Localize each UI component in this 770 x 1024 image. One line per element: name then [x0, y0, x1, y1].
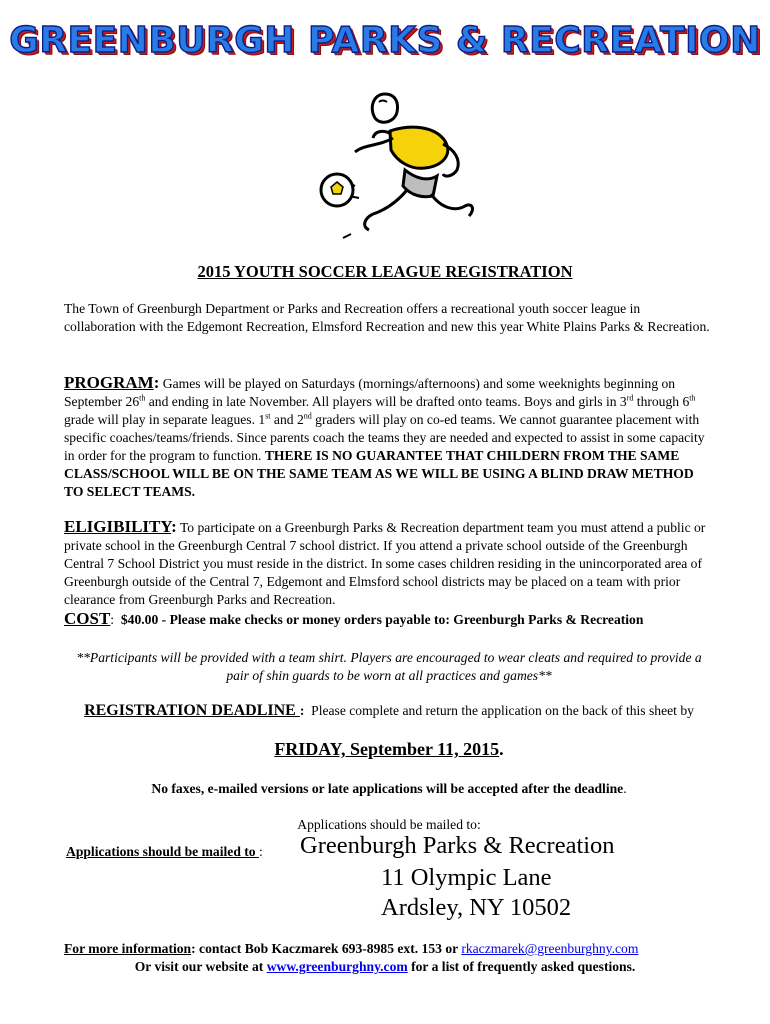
footer-contact: For more information: contact Bob Kaczmarek 693-8985 ext. 153 or rkaczmarek@greenburghny.com [64, 941, 639, 956]
program-heading: PROGRAM [64, 373, 154, 392]
superscript: th [139, 393, 146, 403]
program-text-6: graders will play on co-ed teams. We cannot guarantee placement with specific coaches/teams/friends. Since parents coach the teams they are needed and expected to assist in some capacity in order for the program to function. [64, 412, 705, 463]
mailed-plain: Applications should be mailed to: [297, 817, 481, 832]
page-title: 2015 YOUTH SOCCER LEAGUE REGISTRATION [197, 262, 573, 281]
cost-heading: COST [64, 609, 111, 628]
email-link[interactable]: rkaczmarek@greenburghny.com [461, 941, 639, 956]
address-line-2: 11 Olympic Lane [381, 864, 552, 891]
header-banner [0, 20, 770, 61]
superscript: nd [303, 411, 312, 421]
website-link[interactable]: www.greenburghny.com [266, 959, 408, 974]
header-title: GREENBURGH PARKS & RECREATION [9, 20, 761, 61]
program-text-5: and 2 [270, 412, 304, 427]
deadline-text: Please complete and return the application on the back of this sheet by [311, 703, 694, 718]
address-line-3: Ardsley, NY 10502 [381, 894, 572, 921]
footer-label: For more information [64, 941, 192, 956]
deadline-date-row: FRIDAY, September 11, 2015. [274, 739, 504, 759]
footer-contact-text: contact Bob Kaczmarek 693-8985 ext. 153 or [199, 941, 462, 956]
participant-note: **Participants will be provided with a team shirt. Players are encouraged to wear cleats and required to provide a pair of shin guards to be worn at all practices and games** [76, 650, 702, 683]
soccer-player-icon [315, 86, 485, 246]
program-text-3: through 6 [633, 394, 690, 409]
program-warning: THERE IS NO GUARANTEE THAT CHILDERN FROM THE SAME CLASS/SCHOOL WILL BE ON THE SAME TEAM AS WE WILL BE USING A BLIND DRAW METHOD TO SELECT TEAMS. [64, 448, 694, 499]
eligibility-heading: ELIGIBILITY [64, 517, 172, 536]
cost-text: $40.00 - Please make checks or money orders payable to: Greenburgh Parks & Recreation [120, 612, 644, 627]
deadline-section: REGISTRATION DEADLINE : Please complete and return the application on the back of this sheet by [84, 702, 694, 719]
superscript: rd [626, 393, 634, 403]
superscript: th [689, 393, 696, 403]
program-text-2: and ending in late November. All players will be drafted onto teams. Boys and girls in 3 [145, 394, 627, 409]
footer-rest: for a list of frequently asked questions. [407, 959, 636, 974]
program-section: PROGRAM: Games will be played on Saturdays (mornings/afternoons) and some weeknights beginning on September 26th and ending in late November. All players will be drafted onto teams. Boys and girls in 3rd through 6th grade will play in separate leagues. 1st and 2nd graders will play on co-ed teams. We cannot guarantee placement with specific coaches/teams/friends. Since parents coach the teams they are needed and expected to assist in some capacity in order for the program to function. THERE IS NO GUARANTEE THAT CHILDERN FROM THE SAME CLASS/SCHOOL WILL BE ON THE SAME TEAM AS WE WILL BE USING A BLIND DRAW METHOD TO SELECT TEAMS. [64, 373, 705, 499]
cost-section: COST: $40.00 - Please make checks or money orders payable to: Greenburgh Parks & Recreation [64, 609, 644, 628]
mailed-label: Applications should be mailed to [66, 844, 259, 859]
no-faxes-row: No faxes, e-mailed versions or late applications will be accepted after the deadline. [151, 781, 627, 796]
address-line-1: Greenburgh Parks & Recreation [300, 832, 615, 859]
mailed-label-row: Applications should be mailed to : [66, 844, 263, 859]
eligibility-text: To participate on a Greenburgh Parks & Recreation department team you must attend a public or private school in the Greenburgh Central 7 school district. If you attend a private school outside of the Greenburgh Central 7 School District you must reside in the district. In some cases children residing in the unincorporated area of Greenburgh outside of the Central 7, Edgemont and Elmsford school districts may be placed on a team with prior clearance from Greenburgh Parks and Recreation. [64, 520, 706, 607]
program-text-4: grade will play in separate leagues. 1 [64, 412, 266, 427]
program-text-1: Games will be played on Saturdays (mornings/afternoons) and some weeknights beginning on September 26 [64, 376, 676, 409]
footer-visit: Or visit our website at [134, 959, 267, 974]
superscript: st [265, 411, 271, 421]
deadline-date: FRIDAY, September 11, 2015 [274, 739, 500, 759]
footer-website [0, 959, 770, 975]
intro-paragraph: The Town of Greenburgh Department or Parks and Recreation offers a recreational youth soccer league in collaboration with the Edgemont Recreation, Elmsford Recreation and new this year White Plains Parks & Recreation. [64, 301, 710, 334]
no-faxes-text: No faxes, e-mailed versions or late applications will be accepted after the deadline [151, 781, 624, 796]
eligibility-section: ELIGIBILITY: To participate on a Greenburgh Parks & Recreation department team you must attend a public or private school in the Greenburgh Central 7 school district. If you attend a private school outside of the Greenburgh Central 7 School District you must reside in the district. In some cases children residing in the unincorporated area of Greenburgh outside of the Central 7, Edgemont and Elmsford school districts may be placed on a team with prior clearance from Greenburgh Parks and Recreation. [64, 517, 706, 607]
deadline-label: REGISTRATION DEADLINE [84, 702, 300, 719]
